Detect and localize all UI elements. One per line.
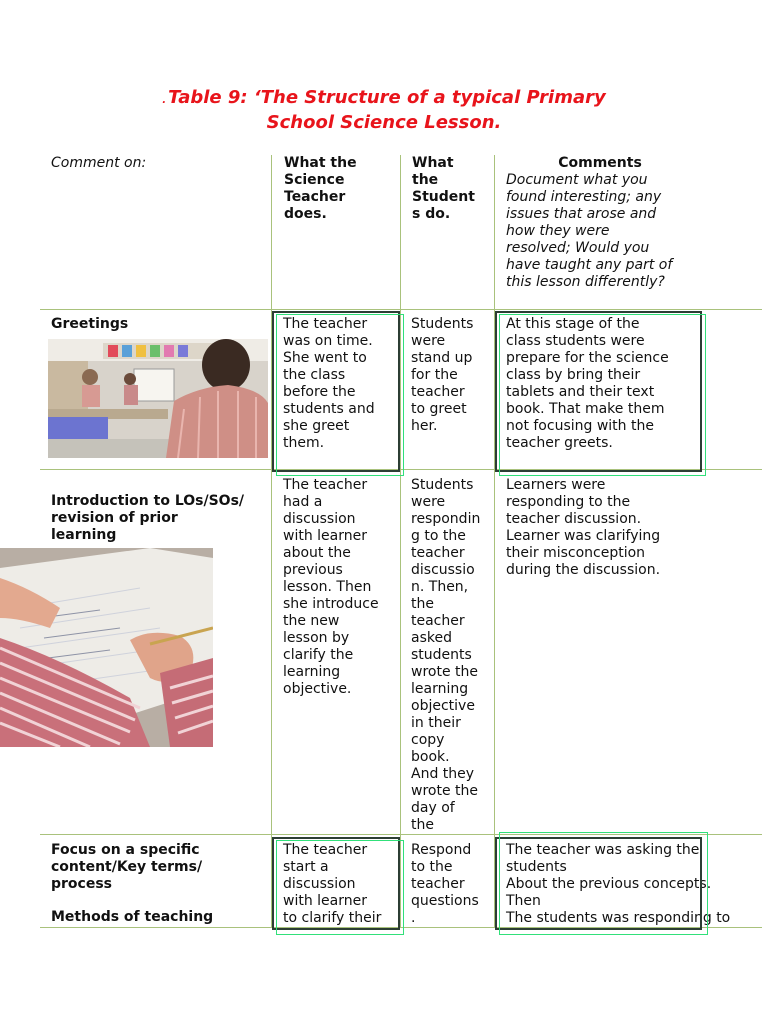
highlight-box-shadow <box>499 314 706 476</box>
document-title <box>0 87 768 134</box>
row-focus-teacher: The teacher start a discussion with learner to clarify their <box>283 842 382 926</box>
row-greetings-comments: At this stage of the class students were prepare for the science class by bring their tablets and their text book. That make them not focusing with the teacher greets. <box>506 316 669 451</box>
row-divider <box>40 309 762 310</box>
highlight-box-shadow <box>499 832 708 935</box>
student-writing-photo <box>0 548 213 747</box>
row-label-focus: Focus on a specific content/Key terms/ process <box>51 842 203 892</box>
column-divider <box>400 155 401 928</box>
row-label-methods: Methods of teaching <box>51 909 214 925</box>
row-greetings-students: Students were stand up for the teacher to greet her. <box>411 316 474 434</box>
header-comments: Comments <box>558 155 642 171</box>
row-focus-students: Respond to the teacher questions . <box>411 842 479 926</box>
column-divider <box>271 155 272 928</box>
row-greetings-teacher: The teacher was on time. She went to the class before the students and she greet them. <box>283 316 375 451</box>
row-focus-comments: The teacher was asking the students About the previous concepts. Then The students was responding to <box>506 842 731 926</box>
header-teacher-does: What the Science Teacher does. <box>284 155 357 222</box>
row-label-greetings: Greetings <box>51 316 129 332</box>
title-dot: . <box>162 95 167 106</box>
highlight-box-shadow <box>276 840 404 935</box>
title-line-1: Table 9: ‘The Structure of a typical Primary <box>168 87 606 108</box>
title-line-2: School Science Lesson. <box>266 112 502 133</box>
row-introduction-teacher: The teacher had a discussion with learner about the previous lesson. Then she introduce the new lesson by clarify the learning objective. <box>283 477 379 697</box>
highlight-box-shadow <box>276 314 404 476</box>
column-divider <box>494 155 495 928</box>
classroom-photo <box>48 339 268 458</box>
row-label-introduction: Introduction to LOs/SOs/ revision of prior learning <box>51 493 245 543</box>
header-comments-instructions: Document what you found interesting; any issues that arose and how they were resolved; Would you have taught any part of this lesson differently? <box>506 172 673 290</box>
row-introduction-students: Students were respondin g to the teacher discussio n. Then, the teacher asked students wrote the learning objective in their copy book. And they wrote the day of the <box>411 477 481 833</box>
header-students-do: What the Student s do. <box>412 155 475 222</box>
header-comment-on: Comment on: <box>51 155 147 171</box>
row-introduction-comments: Learners were responding to the teacher discussion. Learner was clarifying their misconception during the discussion. <box>506 477 661 578</box>
